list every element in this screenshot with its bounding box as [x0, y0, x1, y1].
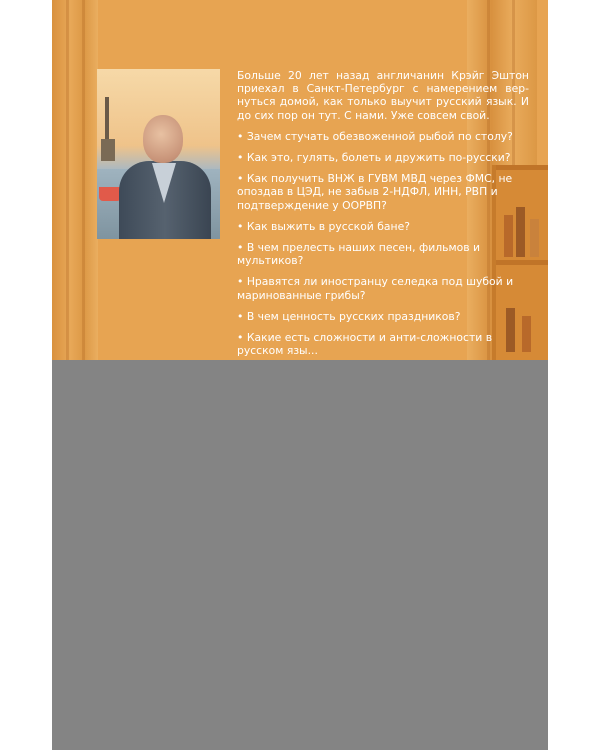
- boat: [99, 187, 121, 201]
- question-item: • В чем прелесть наших песен, фильмов и мультиков?: [237, 241, 529, 267]
- question-item: • В чем ценность русских праздников?: [237, 310, 529, 323]
- author-photo: [97, 69, 220, 239]
- fortress: [101, 139, 115, 161]
- question-item: • Зачем стучать обезвоженной рыбой по столу?: [237, 130, 529, 143]
- question-item: • Нравятся ли иностранцу селедка под шубой и маринованные грибы?: [237, 275, 529, 301]
- curtain-left: [52, 0, 98, 360]
- book: [530, 219, 539, 257]
- gray-overlay: [52, 360, 548, 750]
- curtain-fold: [66, 0, 69, 360]
- question-item: • Какие есть сложности и анти-сложности в русском язы...: [237, 331, 529, 357]
- book-back-cover: [52, 0, 548, 750]
- description-text: [237, 69, 529, 365]
- intro-paragraph: Больше 20 лет назад англичанин Крэйг Эштон приехал в Санкт-Петербург с намерением вер-нуться домой, как только выучит русский язык. И до сих пор он тут. С нами. Уже совсем свой.: [237, 69, 529, 122]
- question-item: • Как выжить в русской бане?: [237, 220, 529, 233]
- question-list: [237, 130, 529, 358]
- question-item: • Как получить ВНЖ в ГУВМ МВД через ФМС, не опоздав в ЦЭД, не забыв 2-НДФЛ, ИНН, РВП и подтверждение у ООРВП?: [237, 172, 529, 212]
- author-head: [143, 115, 183, 163]
- question-item: • Как это, гулять, болеть и дружить по-русски?: [237, 151, 529, 164]
- curtain-fold: [82, 0, 85, 360]
